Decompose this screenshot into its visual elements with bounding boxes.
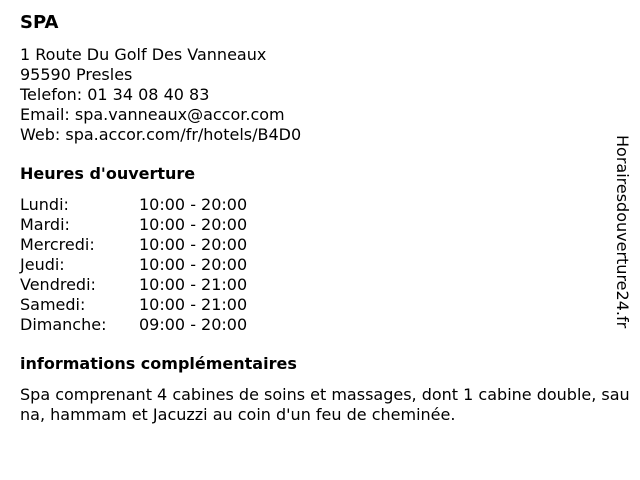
side-brand-watermark: Horairesdouverture24.fr <box>613 135 632 329</box>
hours-row <box>20 255 247 275</box>
hours-row <box>20 275 247 295</box>
hours-row <box>20 295 247 315</box>
day-label: Jeudi: <box>20 255 65 274</box>
hours-row <box>20 235 247 255</box>
day-label: Mercredi: <box>20 235 95 254</box>
phone-text: Telefon: 01 34 08 40 83 <box>20 85 210 104</box>
hours-row <box>20 215 247 235</box>
time-range: 10:00 - 20:00 <box>139 235 248 254</box>
additional-info-heading: informations complémentaires <box>20 354 297 373</box>
hours-row <box>20 315 247 335</box>
address-line-1: 1 Route Du Golf Des Vanneaux <box>20 45 267 64</box>
contact-block <box>20 45 301 145</box>
time-range: 10:00 - 20:00 <box>139 255 248 274</box>
day-label: Samedi: <box>20 295 86 314</box>
email-text: Email: spa.vanneaux@accor.com <box>20 105 285 124</box>
opening-hours-heading: Heures d'ouverture <box>20 164 196 183</box>
time-range: 09:00 - 20:00 <box>139 315 248 334</box>
address-line-2: 95590 Presles <box>20 65 133 84</box>
web-text: Web: spa.accor.com/fr/hotels/B4D0 <box>20 125 302 144</box>
hours-row <box>20 195 247 215</box>
day-label: Lundi: <box>20 195 69 214</box>
time-range: 10:00 - 21:00 <box>139 275 248 294</box>
opening-hours-table <box>20 195 247 335</box>
time-range: 10:00 - 21:00 <box>139 295 248 314</box>
day-label: Vendredi: <box>20 275 96 294</box>
day-label: Dimanche: <box>20 315 107 334</box>
day-label: Mardi: <box>20 215 70 234</box>
additional-info-text: Spa comprenant 4 cabines de soins et massages, dont 1 cabine double, sauna, hammam et Jacuzzi au coin d'un feu de cheminée. <box>20 385 630 424</box>
page-title: SPA <box>20 12 59 33</box>
time-range: 10:00 - 20:00 <box>139 195 248 214</box>
time-range: 10:00 - 20:00 <box>139 215 248 234</box>
